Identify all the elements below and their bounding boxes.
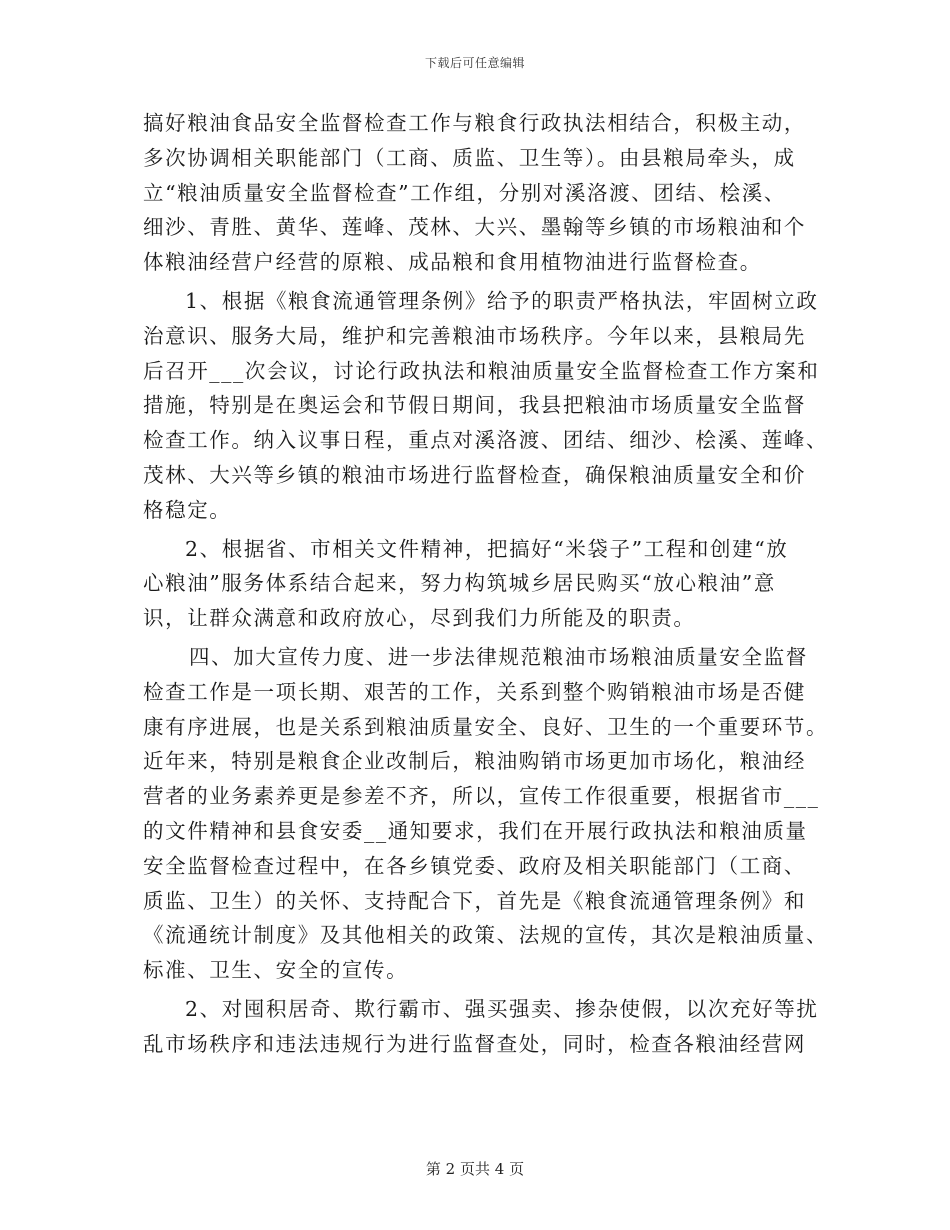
text-line: 质监、卫生）的关怀、支持配合下，首先是《粮食流通管理条例》和 [143,888,806,913]
text-line: 康有序进展，也是关系到粮油质量安全、良好、卫生的一个重要环节。 [143,714,829,739]
document-body [143,106,829,1062]
text-line: 后召开___次会议，讨论行政执法和粮油质量安全监督检查工作方案和 [143,358,820,383]
text-line: 体粮油经营户经营的原粮、成品粮和食用植物油进行监督检查。 [143,250,762,275]
paragraph-item-1 [143,284,829,528]
text-line: 1、根据《粮食流通管理条例》给予的职责严格执法，牢固树立政 [185,288,819,313]
paragraph-section-4 [143,640,829,988]
paragraph-item-2 [143,532,807,636]
page-header: 下载后可任意编辑 [424,56,525,70]
text-line: 立“粮油质量安全监督检查”工作组，分别对溪洛渡、团结、桧溪、 [143,180,786,205]
text-line: 识，让群众满意和政府放心，尽到我们力所能及的职责。 [143,606,696,631]
text-line: 心粮油”服务体系结合起来，努力构筑城乡居民购买“放心粮油”意 [143,571,776,596]
text-line: 检查工作。纳入议事日程，重点对溪洛渡、团结、细沙、桧溪、莲峰、 [143,428,829,453]
paragraph-item-2b [143,992,819,1062]
paragraph-intro [143,106,807,280]
text-line: 检查工作是一项长期、艰苦的工作，关系到整个购销粮油市场是否健 [143,679,806,704]
text-line: 乱市场秩序和违法违规行为进行监督查处，同时，检查各粮油经营网 [143,1031,806,1056]
text-line: 治意识、服务大局，维护和完善粮油市场秩序。今年以来，县粮局先 [143,323,806,348]
text-line: 2、对囤积居奇、欺行霸市、强买强卖、掺杂使假，以次充好等扰 [185,996,819,1021]
text-line: 多次协调相关职能部门（工商、质监、卫生等）。由县粮局牵头，成 [143,145,796,170]
page-number: 第 2 页共 4 页 [425,1160,525,1178]
text-line: 细沙、青胜、黄华、莲峰、茂林、大兴、墨翰等乡镇的市场粮油和个 [143,215,806,240]
text-line: 措施，特别是在奥运会和节假日期间，我县把粮油市场质量安全监督 [143,393,806,418]
text-line: 茂林、大兴等乡镇的粮油市场进行监督检查，确保粮油质量安全和价 [143,462,806,487]
text-line: 搞好粮油食品安全监督检查工作与粮食行政执法相结合，积极主动， [143,111,806,135]
text-line: 安全监督检查过程中，在各乡镇党委、政府及相关职能部门（工商、 [143,853,806,878]
text-line: 四、加大宣传力度、进一步法律规范粮油市场粮油质量安全监督 [189,644,808,669]
text-line: 格稳定。 [143,497,232,522]
text-line: 营者的业务素养更是参差不齐，所以，宣传工作很重要，根据省市___ [143,784,820,809]
text-line: 标准、卫生、安全的宣传。 [143,958,409,983]
text-line: 《流通统计制度》及其他相关的政策、法规的宣传，其次是粮油质量、 [143,923,829,948]
text-line: 近年来，特别是粮食企业改制后，粮油购销市场更加市场化，粮油经 [143,749,806,774]
text-line: 的文件精神和县食安委__通知要求，我们在开展行政执法和粮油质量 [143,818,808,843]
text-line: 2、根据省、市相关文件精神，把搞好“米袋子”工程和创建“放 [185,536,789,561]
